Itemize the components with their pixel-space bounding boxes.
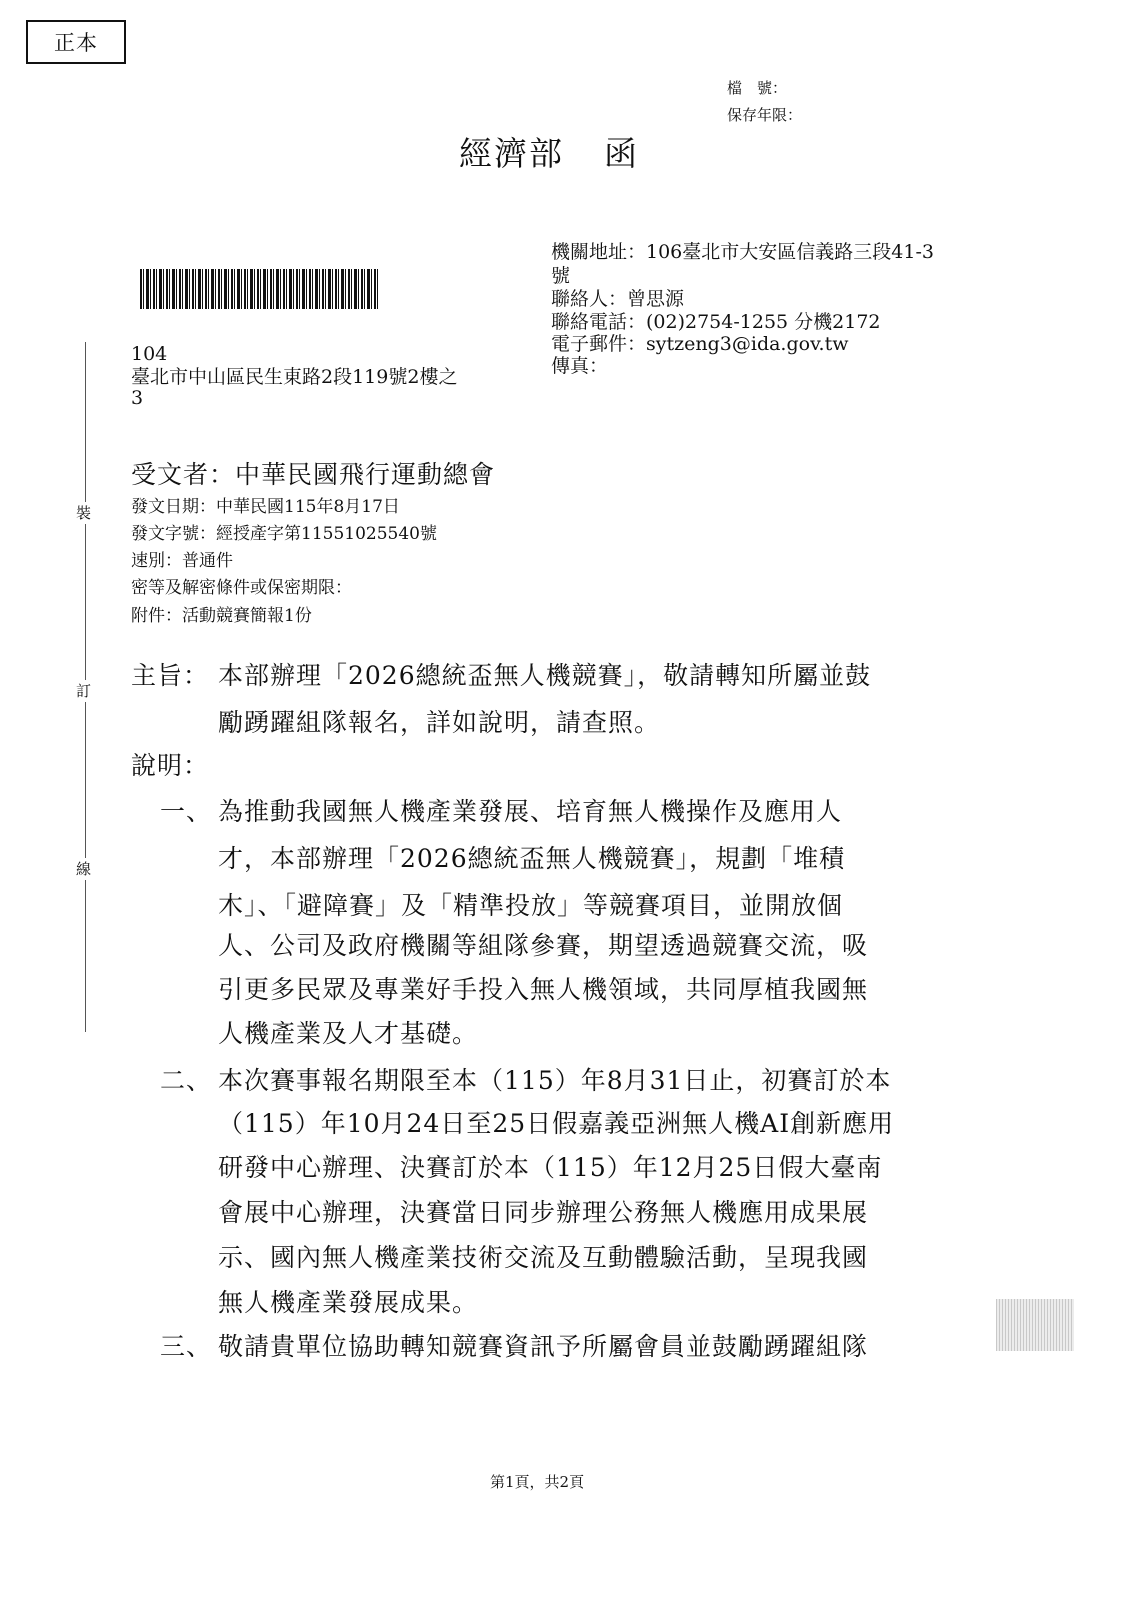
sender-address-line1: 機關地址：106臺北市大安區信義路三段41-3 xyxy=(551,241,934,263)
classification: 密等及解密條件或保密期限： xyxy=(131,578,352,598)
recipient-address-line1: 臺北市中山區民生東路2段119號2樓之 xyxy=(131,366,458,388)
sender-phone: 聯絡電話：(02)2754-1255 分機2172 xyxy=(551,311,881,333)
item-line: 會展中心辦理，決賽當日同步辦理公務無人機應用成果展 xyxy=(218,1198,869,1227)
sender-fax: 傳真： xyxy=(551,355,609,377)
barcode xyxy=(140,269,380,309)
item-number: 二、 xyxy=(160,1066,213,1095)
file-number-label: 檔 號： xyxy=(727,79,788,97)
subject-line: 勵踴躍組隊報名，詳如說明，請查照。 xyxy=(218,708,661,737)
recipient: 受文者：中華民國飛行運動總會 xyxy=(131,460,496,489)
item-line: 人機產業及人才基礎。 xyxy=(218,1019,479,1048)
item-line: 才，本部辦理「2026總統盃無人機競賽」，規劃「堆積 xyxy=(218,844,846,873)
sender-address-line2: 號 xyxy=(551,265,571,287)
item-line: 本次賽事報名期限至本（115）年8月31日止，初賽訂於本 xyxy=(218,1066,892,1095)
binding-mark-zhuang: 裝 xyxy=(76,504,92,522)
sender-email: 電子郵件：sytzeng3@ida.gov.tw xyxy=(551,333,849,355)
item-line: （115）年10月24日至25日假嘉義亞洲無人機AI創新應用 xyxy=(218,1109,895,1138)
item-line: 無人機產業發展成果。 xyxy=(218,1288,479,1317)
item-line: 為推動我國無人機產業發展、培育無人機操作及應用人 xyxy=(218,797,843,826)
binding-mark-ding: 訂 xyxy=(76,682,92,700)
document-type: 函 xyxy=(604,134,639,173)
retention-period-label: 保存年限： xyxy=(727,106,803,124)
attachment: 附件：活動競賽簡報1份 xyxy=(131,606,312,626)
perforation-seal xyxy=(996,1299,1074,1351)
sender-contact-person: 聯絡人：曾思源 xyxy=(551,288,685,310)
explanation-label: 說明： xyxy=(131,751,210,780)
document-title xyxy=(459,128,639,175)
recipient-postal-code: 104 xyxy=(131,343,168,365)
item-line: 敬請貴單位協助轉知競賽資訊予所屬會員並鼓勵踴躍組隊 xyxy=(218,1332,869,1361)
item-line: 人、公司及政府機關等組隊參賽，期望透過競賽交流，吸 xyxy=(218,931,869,960)
page-number: 第1頁，共2頁 xyxy=(490,1473,585,1491)
issuing-organization: 經濟部 xyxy=(459,134,564,173)
subject-line: 本部辦理「2026總統盃無人機競賽」，敬請轉知所屬並鼓 xyxy=(218,661,872,690)
item-number: 三、 xyxy=(160,1332,213,1361)
item-line: 引更多民眾及專業好手投入無人機領域，共同厚植我國無 xyxy=(218,975,869,1004)
delivery-speed: 速別：普通件 xyxy=(131,551,233,571)
item-line: 木」、「避障賽」及「精準投放」等競賽項目，並開放個 xyxy=(218,891,844,920)
issue-date: 發文日期：中華民國115年8月17日 xyxy=(131,497,400,517)
item-line: 示、國內無人機產業技術交流及互動體驗活動，呈現我國 xyxy=(218,1243,869,1272)
document-reference-number: 發文字號：經授產字第11551025540號 xyxy=(131,524,437,544)
recipient-address-line2: 3 xyxy=(131,387,144,409)
binding-mark-xian: 線 xyxy=(76,860,92,878)
item-line: 研發中心辦理、決賽訂於本（115）年12月25日假大臺南 xyxy=(218,1153,883,1182)
copy-stamp: 正本 xyxy=(26,20,126,64)
subject-label: 主旨： xyxy=(131,661,210,690)
item-number: 一、 xyxy=(160,797,213,826)
